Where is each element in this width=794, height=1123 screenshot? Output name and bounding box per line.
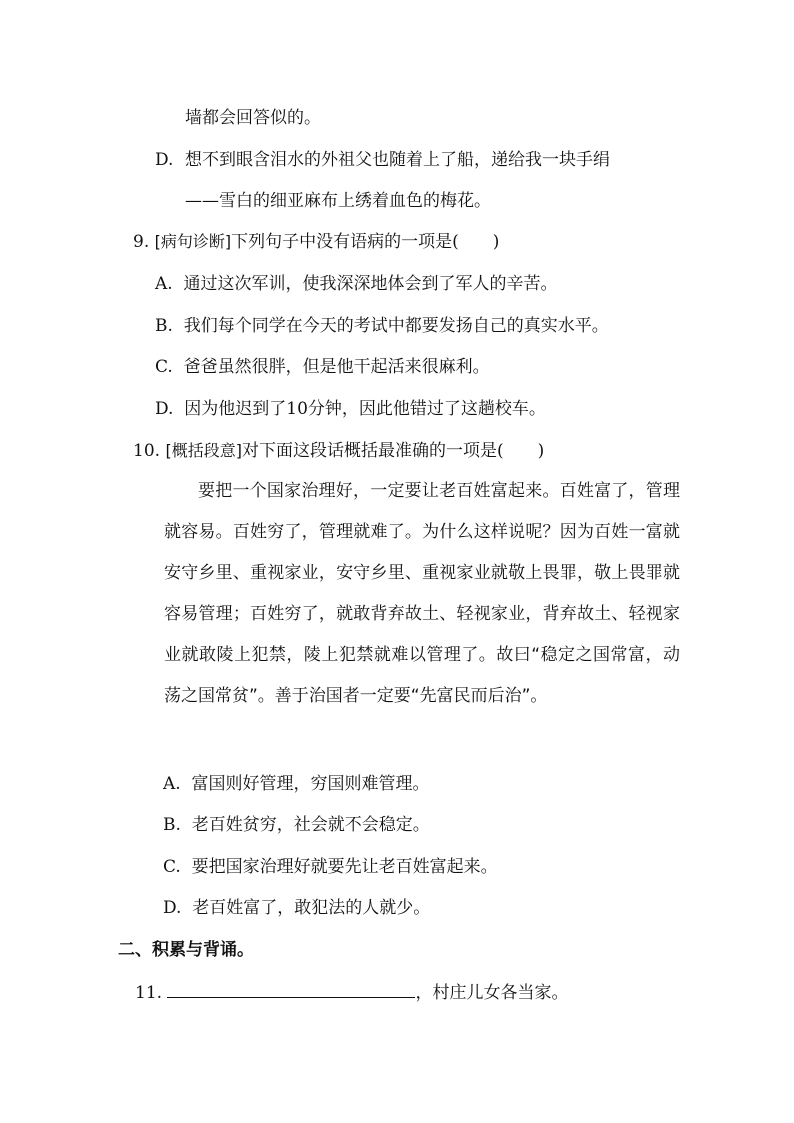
prev-option-c-continuation: 墙都会回答似的。 — [185, 108, 321, 128]
q10-passage: 要把一个国家治理好，一定要让老百姓富起来。百姓富了，管理就容易。百姓穷了，管理就难了。为什么这样说呢？因为百姓一富就安守乡里、重视家业，安守乡里、重视家业就敬上畏罪，敬上畏罪就容易管理；百姓穷了，就敢背弃故土、轻视家业，背弃故土、轻视家业就敢陵上犯禁，陵上犯禁就难以管理了。故曰“稳定之国常富，动荡之国常贫”。善于治国者一定要“先富民而后治”。 — [164, 481, 680, 706]
q10-option-c[interactable] — [163, 856, 498, 878]
question-10-stem — [133, 440, 544, 462]
prev-option-d-label: D. — [155, 150, 174, 170]
prev-option-d-line1: 想不到眼含泪水的外祖父也随着上了船，递给我一块手绢 — [185, 150, 610, 170]
q9-option-a[interactable] — [155, 273, 558, 295]
q9-option-c[interactable] — [155, 356, 490, 378]
question-11 — [135, 981, 568, 1004]
prev-option-d-line2: ——雪白的细亚麻布上绣着血色的梅花。 — [185, 191, 491, 211]
option-text: 老百姓富了，敢犯法的人就少。 — [192, 898, 431, 918]
option-label: D. — [163, 898, 182, 918]
option-label: C. — [155, 357, 173, 377]
option-label: C. — [163, 857, 181, 877]
question-number: 9. — [133, 232, 150, 252]
q9-option-b[interactable] — [155, 315, 609, 337]
option-text: 富国则好管理，穷国则难管理。 — [191, 774, 430, 794]
question-number: 11. — [135, 983, 163, 1003]
option-text: 因为他迟到了10分钟，因此他错过了这趟校车。 — [184, 399, 546, 419]
option-label: B. — [155, 316, 173, 336]
q10-option-d[interactable] — [163, 897, 430, 919]
section-2-heading: 二、积累与背诵。 — [118, 940, 254, 960]
q10-option-a[interactable] — [163, 773, 430, 795]
fill-in-blank[interactable] — [167, 981, 415, 998]
question-text: 下列句子中没有语病的一项是( ) — [231, 232, 500, 252]
q9-option-d[interactable] — [155, 398, 546, 420]
question-text: 对下面这段话概括最准确的一项是( ) — [241, 441, 545, 461]
q10-option-b[interactable] — [163, 814, 430, 836]
question-number: 10. — [133, 441, 161, 461]
question-9-stem — [133, 231, 499, 253]
option-label: A. — [155, 274, 173, 294]
option-text: 要把国家治理好就要先让老百姓富起来。 — [191, 857, 498, 877]
option-text: 爸爸虽然很胖，但是他干起活来很麻利。 — [183, 357, 490, 377]
option-text: 老百姓贫穷，社会就不会稳定。 — [191, 815, 430, 835]
option-label: A. — [163, 774, 181, 794]
option-text: 通过这次军训，使我深深地体会到了军人的辛苦。 — [183, 274, 558, 294]
question-tag: [概括段意] — [165, 441, 242, 460]
option-text: 我们每个同学在今天的考试中都要发扬自己的真实水平。 — [183, 316, 609, 336]
option-label: D. — [155, 399, 174, 419]
question-tag: [病句诊断] — [154, 232, 232, 251]
question-text: ，村庄儿女各当家。 — [415, 983, 569, 1003]
option-label: B. — [163, 815, 181, 835]
